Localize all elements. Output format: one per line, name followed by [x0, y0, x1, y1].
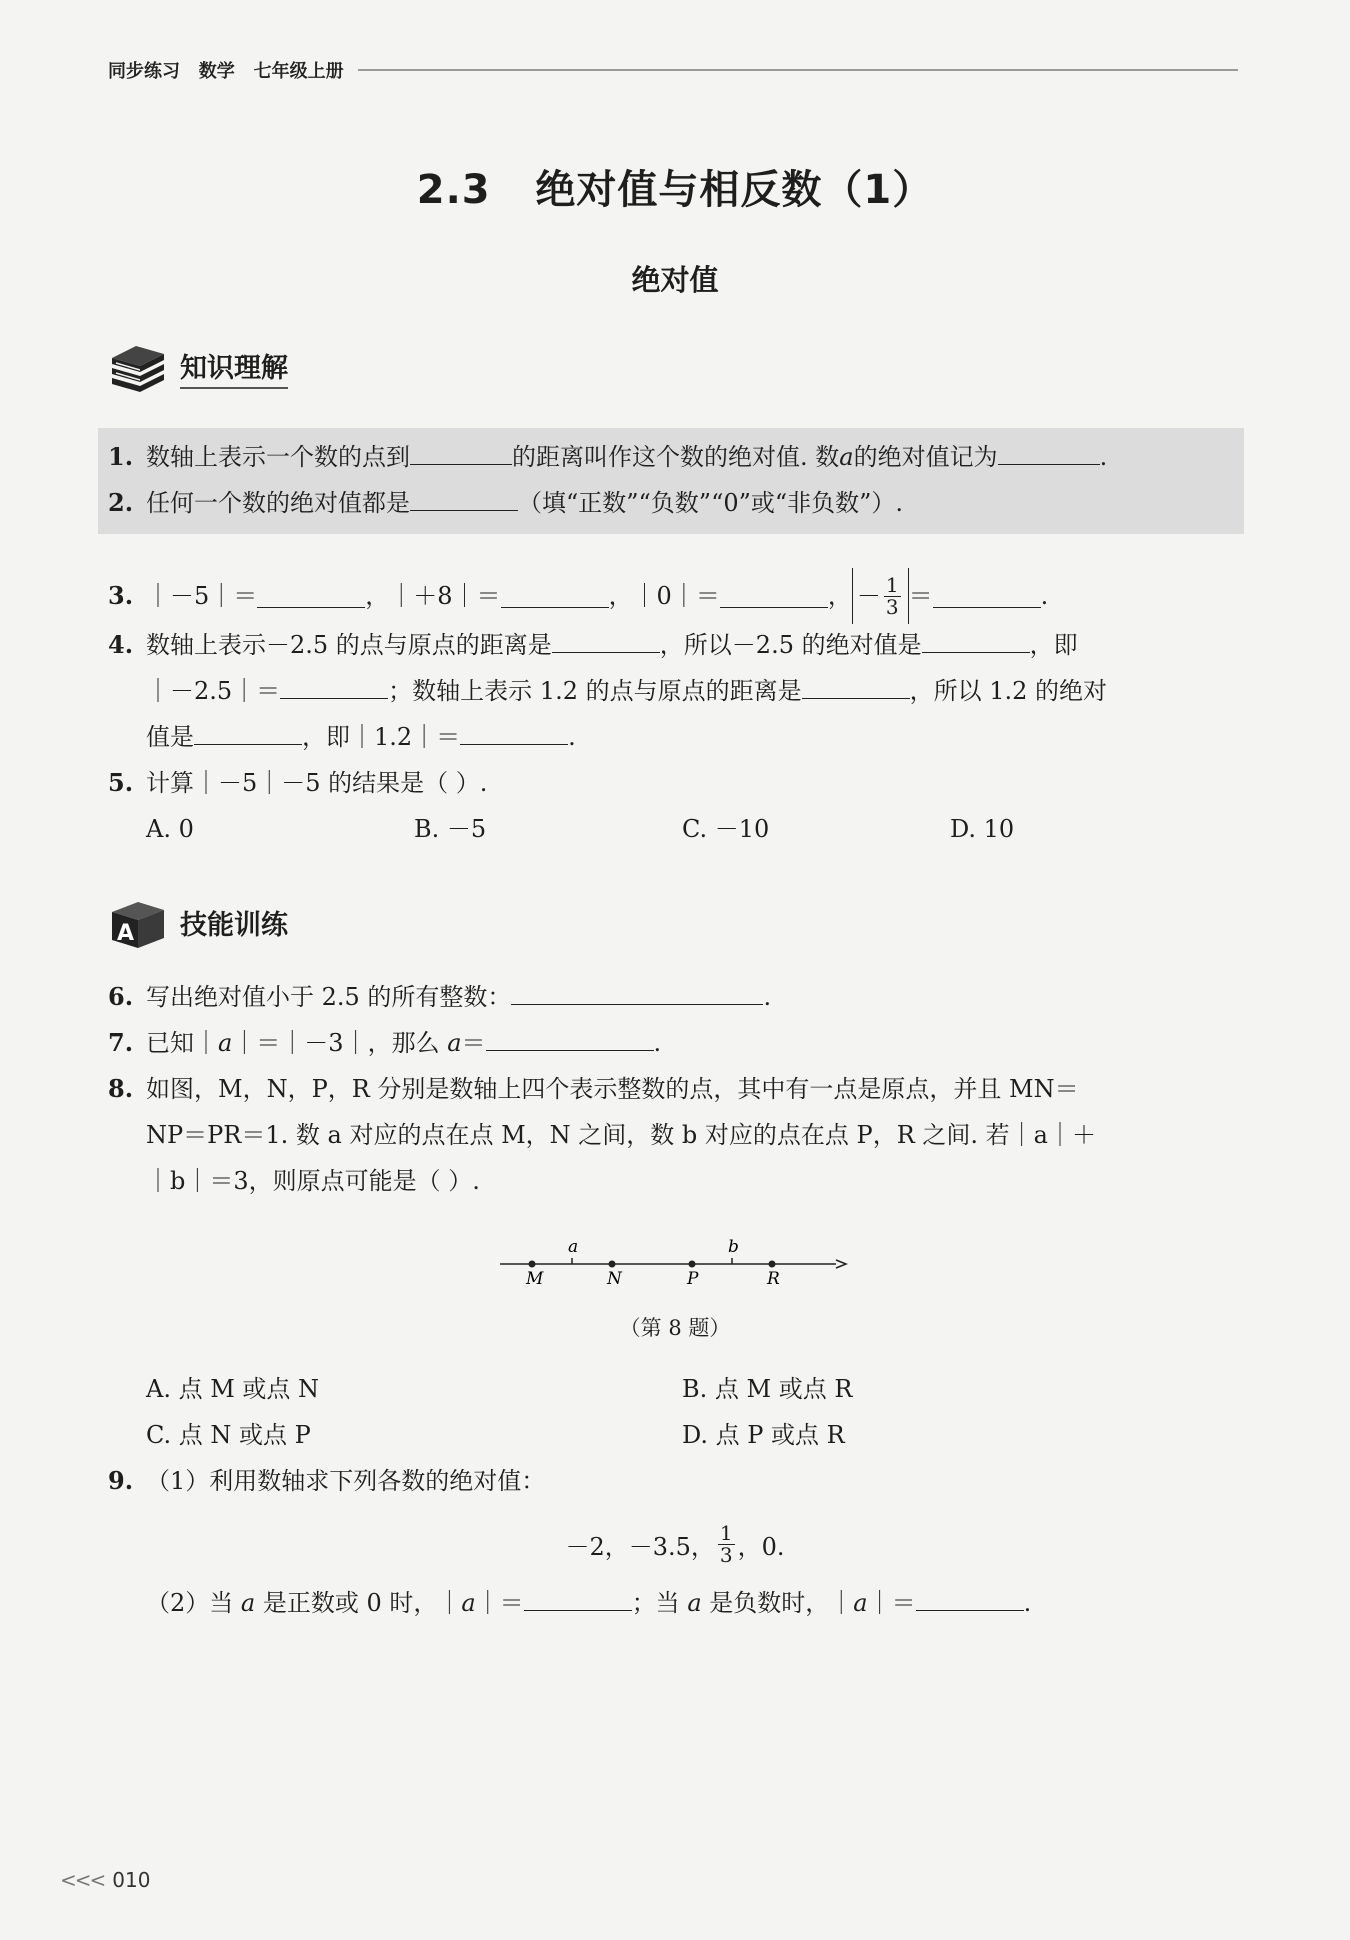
arrow-icon	[836, 1260, 846, 1268]
q4-text-1c: ，即	[1029, 631, 1078, 659]
question-2	[108, 488, 903, 518]
answer-blank[interactable]	[524, 1588, 632, 1611]
q3-text-d: ，	[827, 582, 852, 610]
question-7	[108, 1028, 661, 1058]
fraction-numerator: 1	[719, 1520, 733, 1545]
header-text: 同步练习 数学 七年级上册	[108, 61, 344, 82]
question-3	[108, 566, 1048, 626]
option-c[interactable]: C. 点 N 或点 P	[146, 1421, 311, 1449]
label-a: a	[568, 1237, 579, 1257]
answer-blank[interactable]	[933, 585, 1041, 608]
header-rule	[358, 69, 1238, 71]
q4-text-2b: ；数轴上表示 1.2 的点与原点的距离是	[388, 677, 802, 705]
question-number: 6.	[108, 982, 134, 1011]
q3-end: .	[1040, 582, 1049, 610]
q8-text-2: NP＝PR＝1. 数 a 对应的点在点 M，N 之间，数 b 对应的点在点 P，R 之间. 若｜a｜＋	[146, 1121, 1096, 1149]
q8-text-3: ｜b｜＝3，则原点可能是（ ）.	[146, 1167, 480, 1195]
q9-text-a: （2）当	[146, 1589, 241, 1617]
option-b[interactable]: B. 点 M 或点 R	[682, 1375, 853, 1403]
q9-text-b: 是正数或 0 时，｜	[255, 1589, 462, 1617]
answer-blank[interactable]	[280, 676, 388, 699]
answer-blank[interactable]	[922, 630, 1030, 653]
q9-text-f: ｜＝	[867, 1589, 916, 1617]
section-heading-knowledge	[108, 342, 288, 392]
q9-nums-a: －2，－3.5，	[565, 1532, 715, 1561]
q9-number-list	[0, 1516, 1350, 1572]
q2-text-2: （填“正数”“负数”“0”或“非负数”）.	[518, 489, 904, 517]
q9-part-1-text: （1）利用数轴求下列各数的绝对值：	[146, 1467, 546, 1495]
answer-blank[interactable]	[486, 1028, 654, 1051]
q9-var: a	[687, 1589, 702, 1617]
question-number: 5.	[108, 768, 134, 797]
q1-var: a	[839, 443, 854, 471]
fraction-sign: －	[856, 582, 881, 610]
question-4-line-2	[146, 676, 1107, 706]
q9-end: .	[1023, 1589, 1032, 1617]
q6-text: 写出绝对值小于 2.5 的所有整数：	[146, 983, 512, 1011]
q5-options	[146, 814, 1146, 844]
q9-var: a	[853, 1589, 868, 1617]
absolute-value-fraction	[852, 568, 909, 624]
fraction-numerator: 1	[885, 572, 899, 597]
question-9-part-2	[146, 1588, 1031, 1618]
answer-blank[interactable]	[802, 676, 910, 699]
page-footer	[60, 1868, 150, 1892]
q7-text-1: 已知｜	[146, 1029, 218, 1057]
q1-text-3: 的绝对值记为	[853, 443, 998, 471]
point-P	[689, 1261, 696, 1268]
q4-text-2c: ，所以 1.2 的绝对	[909, 677, 1108, 705]
subsection-title: 绝对值	[631, 263, 719, 297]
q9-text-d: ；当	[631, 1589, 688, 1617]
question-4-line-3	[146, 722, 576, 752]
number-line-figure	[490, 1228, 850, 1288]
q3-text-e: ＝	[908, 582, 933, 610]
svg-text:A: A	[117, 921, 135, 946]
q9-text-e: 是负数时，｜	[701, 1589, 854, 1617]
letter-block-icon	[108, 898, 168, 948]
q7-end: .	[653, 1029, 662, 1057]
chapter-title: 2.3 绝对值与相反数（1）	[416, 167, 934, 213]
question-number: 1.	[108, 442, 134, 471]
fraction	[884, 572, 901, 619]
fraction	[718, 1520, 735, 1567]
section-label-skills: 技能训练	[180, 909, 288, 941]
section-heading-skills	[108, 898, 288, 948]
q7-var-2: a	[447, 1029, 462, 1057]
q4-text-1b: ，所以－2.5 的绝对值是	[659, 631, 922, 659]
question-8-line-1	[108, 1074, 1079, 1104]
question-1	[108, 442, 1107, 472]
books-icon	[108, 342, 168, 392]
option-a[interactable]: A. 点 M 或点 N	[146, 1375, 320, 1403]
question-6	[108, 982, 771, 1012]
answer-blank[interactable]	[511, 982, 763, 1005]
answer-blank[interactable]	[460, 722, 568, 745]
answer-blank[interactable]	[552, 630, 660, 653]
q4-text-3b: ，即｜1.2｜＝	[302, 723, 461, 751]
figure-caption: （第 8 题）	[619, 1316, 731, 1340]
answer-blank[interactable]	[257, 585, 365, 608]
question-number: 3.	[108, 581, 134, 610]
label-P: P	[687, 1269, 699, 1288]
q3-text-a: ｜－5｜＝	[146, 582, 258, 610]
q2-text-1: 任何一个数的绝对值都是	[146, 489, 410, 517]
answer-blank[interactable]	[916, 1588, 1024, 1611]
q8-options-row-1	[146, 1374, 1146, 1404]
q4-text-2a: ｜－2.5｜＝	[146, 677, 281, 705]
q1-end: .	[1099, 443, 1108, 471]
question-number: 2.	[108, 488, 134, 517]
question-number: 4.	[108, 630, 134, 659]
q8-text-1: 如图，M，N，P，R 分别是数轴上四个表示整数的点，其中有一点是原点，并且 MN＝	[146, 1075, 1079, 1103]
answer-blank[interactable]	[720, 585, 828, 608]
point-N	[609, 1261, 616, 1268]
page-number: 010	[112, 1868, 151, 1892]
option-d[interactable]: D. 点 P 或点 R	[682, 1421, 845, 1449]
question-8-line-3	[146, 1166, 480, 1196]
question-9-part-1	[108, 1466, 545, 1496]
q9-text-c: ｜＝	[475, 1589, 524, 1617]
fraction-denominator: 3	[719, 1542, 733, 1567]
answer-blank[interactable]	[194, 722, 302, 745]
q7-text-3: ＝	[461, 1029, 486, 1057]
q5-text: 计算｜－5｜－5 的结果是（ ）.	[146, 769, 488, 797]
answer-blank[interactable]	[410, 488, 518, 511]
answer-blank[interactable]	[501, 585, 609, 608]
q3-text-c: ，｜0｜＝	[608, 582, 720, 610]
answer-blank[interactable]	[410, 442, 512, 465]
option-a[interactable]: A. 0	[146, 815, 194, 843]
option-c[interactable]: C. －10	[682, 815, 770, 843]
point-M	[529, 1261, 536, 1268]
question-number: 7.	[108, 1028, 134, 1057]
question-number: 8.	[108, 1074, 134, 1103]
option-b[interactable]: B. －5	[414, 815, 487, 843]
point-R	[769, 1261, 776, 1268]
q9-var: a	[461, 1589, 476, 1617]
q4-text-3a: 值是	[146, 723, 194, 751]
chevrons-left-icon: <<<	[60, 1868, 105, 1892]
q4-text-1a: 数轴上表示－2.5 的点与原点的距离是	[146, 631, 552, 659]
label-b: b	[728, 1237, 739, 1257]
fraction-denominator: 3	[885, 594, 899, 619]
q7-var: a	[218, 1029, 233, 1057]
question-number: 9.	[108, 1466, 134, 1495]
q8-options-row-2	[146, 1420, 1146, 1450]
q6-end: .	[763, 983, 772, 1011]
label-M: M	[526, 1269, 544, 1288]
q4-text-3c: .	[568, 723, 576, 751]
q3-text-b: ，｜＋8｜＝	[365, 582, 501, 610]
q7-text-2: ｜＝｜－3｜，那么	[232, 1029, 448, 1057]
question-4-line-1	[108, 630, 1078, 660]
q9-nums-b: ，0.	[737, 1532, 785, 1561]
section-label-knowledge: 知识理解	[180, 346, 288, 389]
answer-blank[interactable]	[998, 442, 1100, 465]
label-R: R	[767, 1269, 780, 1288]
q9-var: a	[240, 1589, 256, 1617]
q1-text-2: 的距离叫作这个数的绝对值. 数	[512, 443, 840, 471]
option-d[interactable]: D. 10	[950, 815, 1015, 843]
q1-text-1: 数轴上表示一个数的点到	[146, 443, 410, 471]
question-8-line-2	[146, 1120, 1096, 1150]
label-N: N	[607, 1269, 622, 1288]
question-5	[108, 768, 487, 798]
running-header	[108, 58, 1238, 82]
